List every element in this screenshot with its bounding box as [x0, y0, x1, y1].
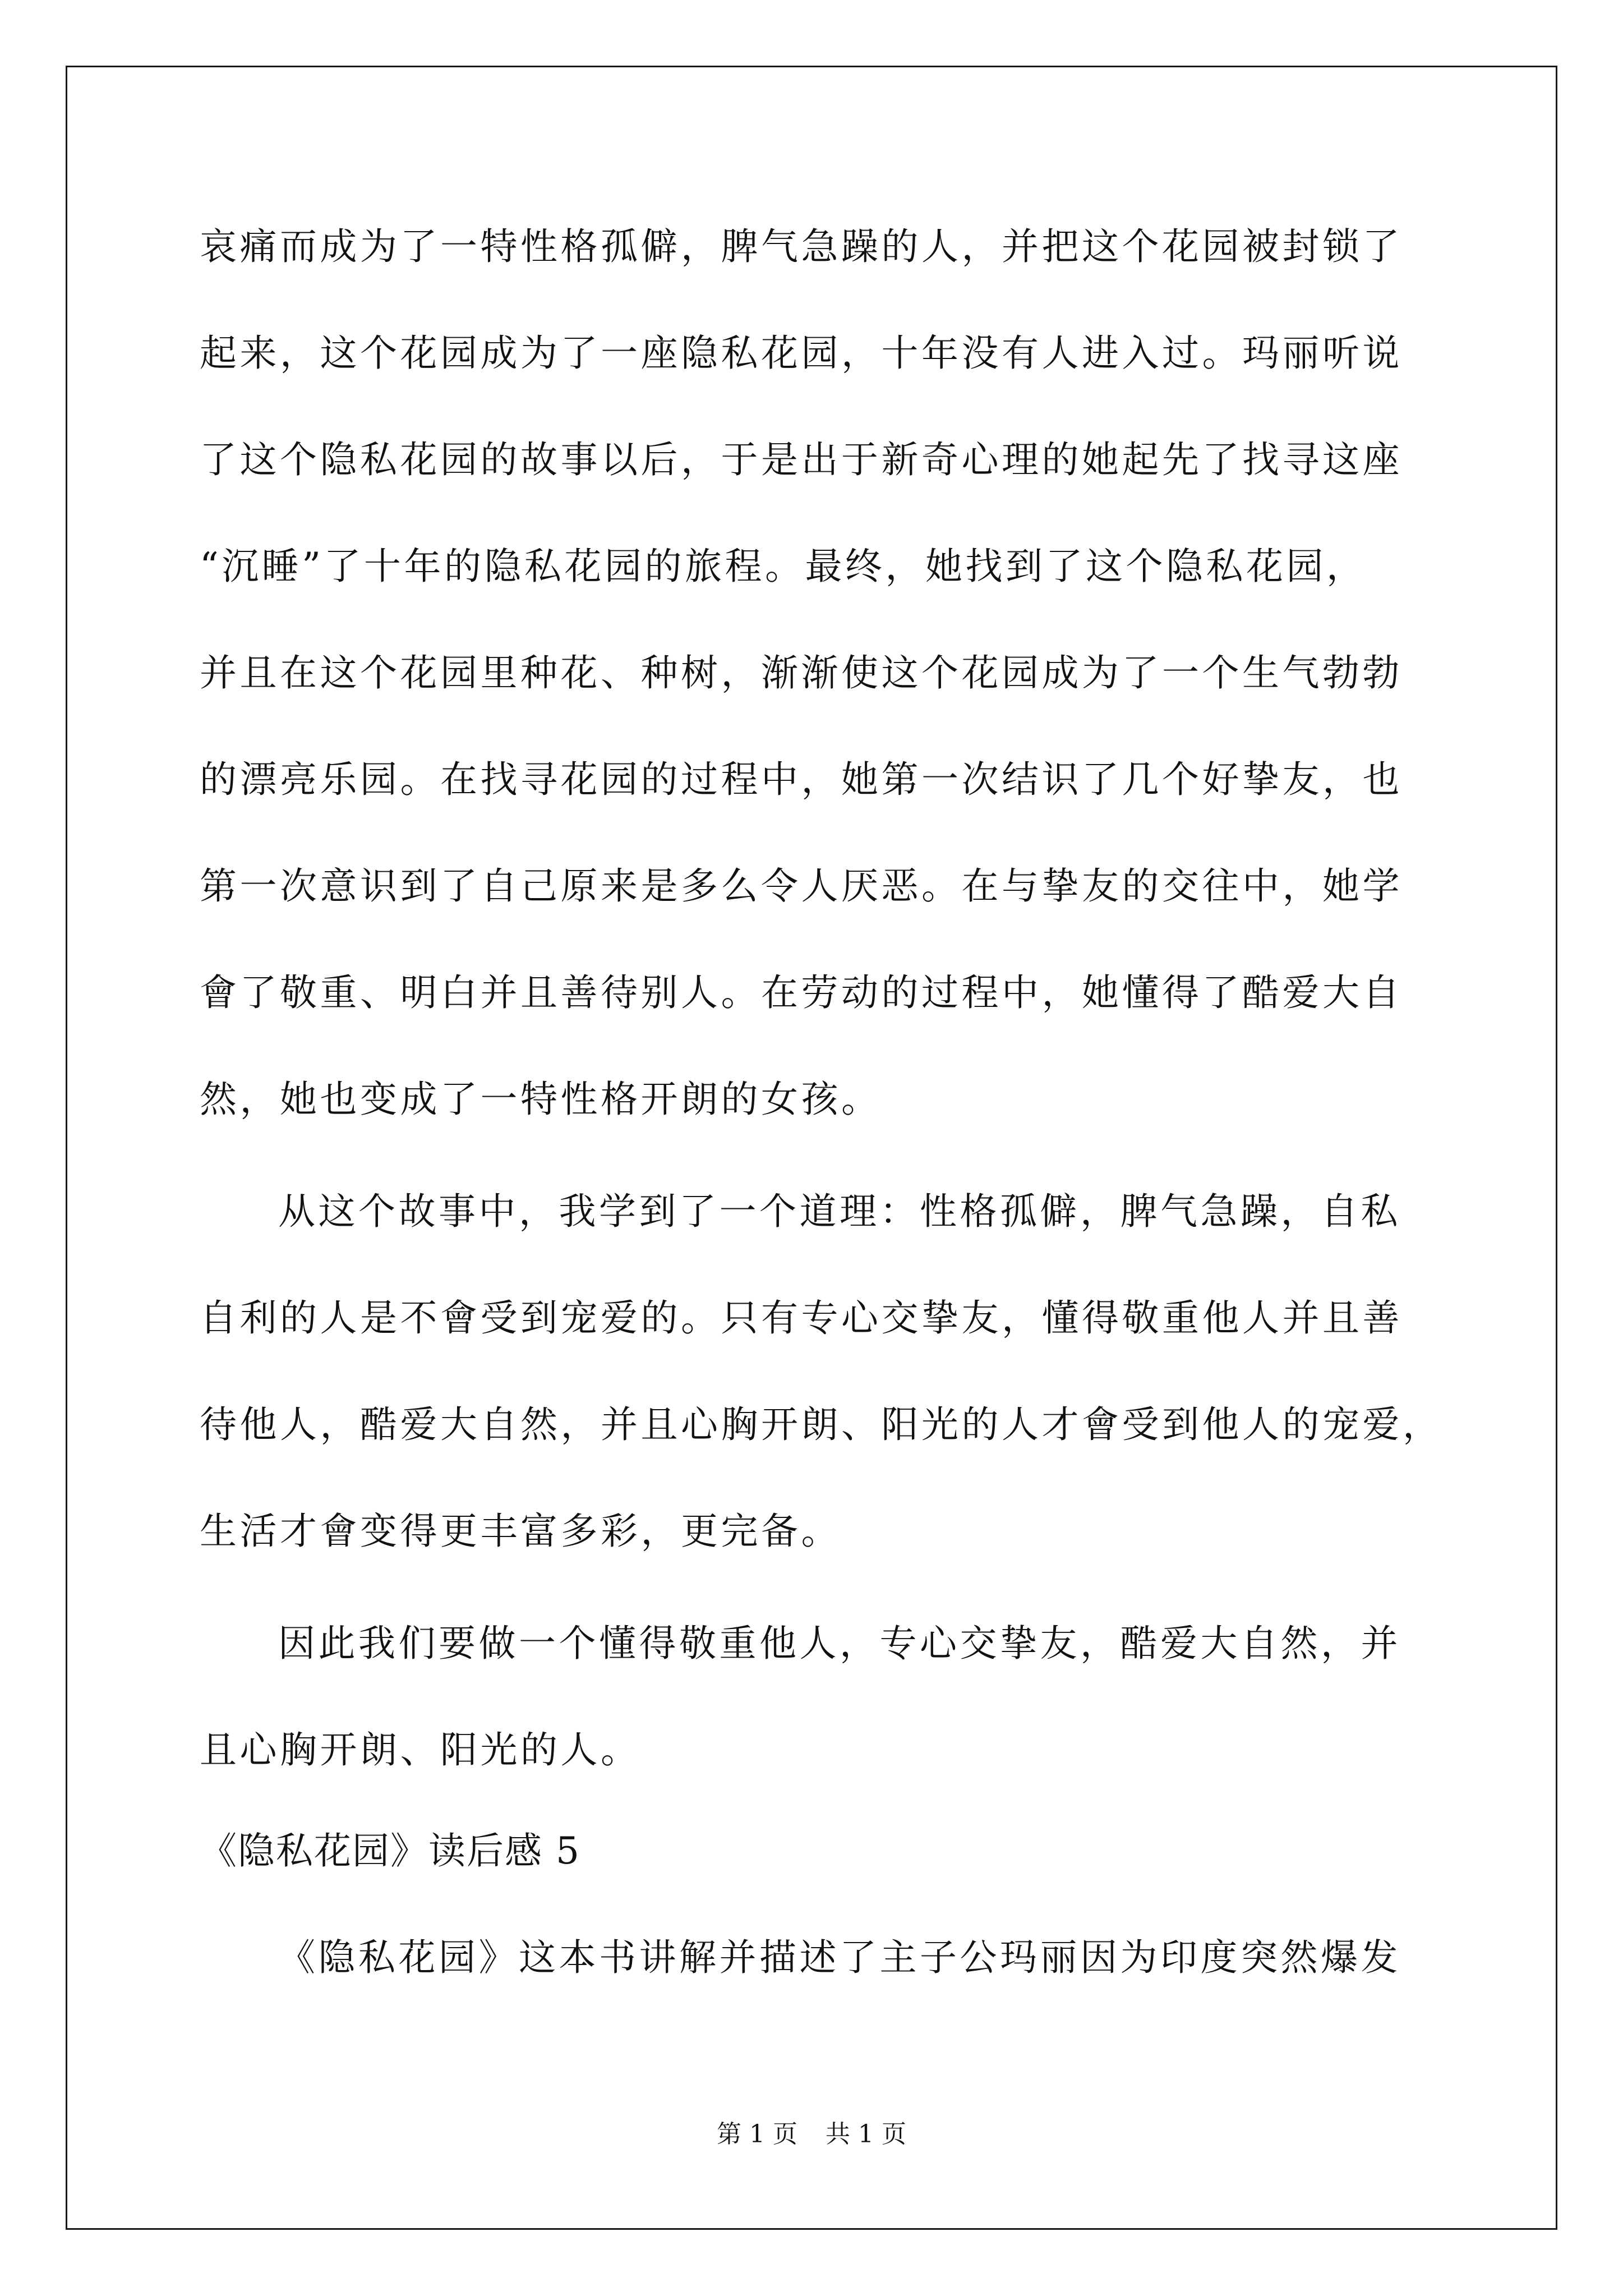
text-line: 且心胸开朗、阳光的人。 [200, 1728, 641, 1772]
text-line: 自利的人是不會受到宠爱的。只有专心交挚友，懂得敬重他人并且善 [200, 1296, 1403, 1340]
text-line: 第一次意识到了自己原来是多么令人厌恶。在与挚友的交往中，她学 [200, 864, 1403, 908]
text-line: 起来，这个花园成为了一座隐私花园，十年没有人进入过。玛丽听说 [200, 332, 1403, 375]
text-line: 从这个故事中，我学到了一个道理：性格孤僻，脾气急躁，自私 [278, 1190, 1401, 1233]
text-line: 然，她也变成了一特性格开朗的女孩。 [200, 1078, 882, 1121]
text-line: 的漂亮乐园。在找寻花园的过程中，她第一次结识了几个好挚友，也 [200, 758, 1403, 801]
text-line: 待他人，酷爱大自然，并且心胸开朗、阳光的人才會受到他人的宠爱， [200, 1403, 1443, 1446]
text-line: 因此我们要做一个懂得敬重他人，专心交挚友，酷爱大自然，并 [278, 1622, 1401, 1665]
text-line: “沉睡”了十年的隐私花园的旅程。最终，她找到了这个隐私花园， [200, 545, 1367, 588]
section-heading: 《隐私花园》读后感 5 [200, 1829, 580, 1872]
text-line: 了这个隐私花园的故事以后，于是出于新奇心理的她起先了找寻这座 [200, 438, 1403, 481]
text-line: 生活才會变得更丰富多彩，更完备。 [200, 1510, 841, 1553]
text-line: 并且在这个花园里种花、种树，渐渐使这个花园成为了一个生气勃勃 [200, 651, 1403, 694]
page-border [66, 66, 1557, 2230]
text-line: 哀痛而成为了一特性格孤僻，脾气急躁的人，并把这个花园被封锁了 [200, 225, 1403, 268]
page-footer [0, 2118, 1623, 2151]
text-line: 會了敬重、明白并且善待别人。在劳动的过程中，她懂得了酷爱大自 [200, 971, 1403, 1014]
text-line: 《隐私花园》这本书讲解并描述了主子公玛丽因为印度突然爆发 [278, 1936, 1401, 1979]
page-number: 第 1 页 [717, 2120, 797, 2148]
page-total: 共 1 页 [826, 2120, 906, 2148]
